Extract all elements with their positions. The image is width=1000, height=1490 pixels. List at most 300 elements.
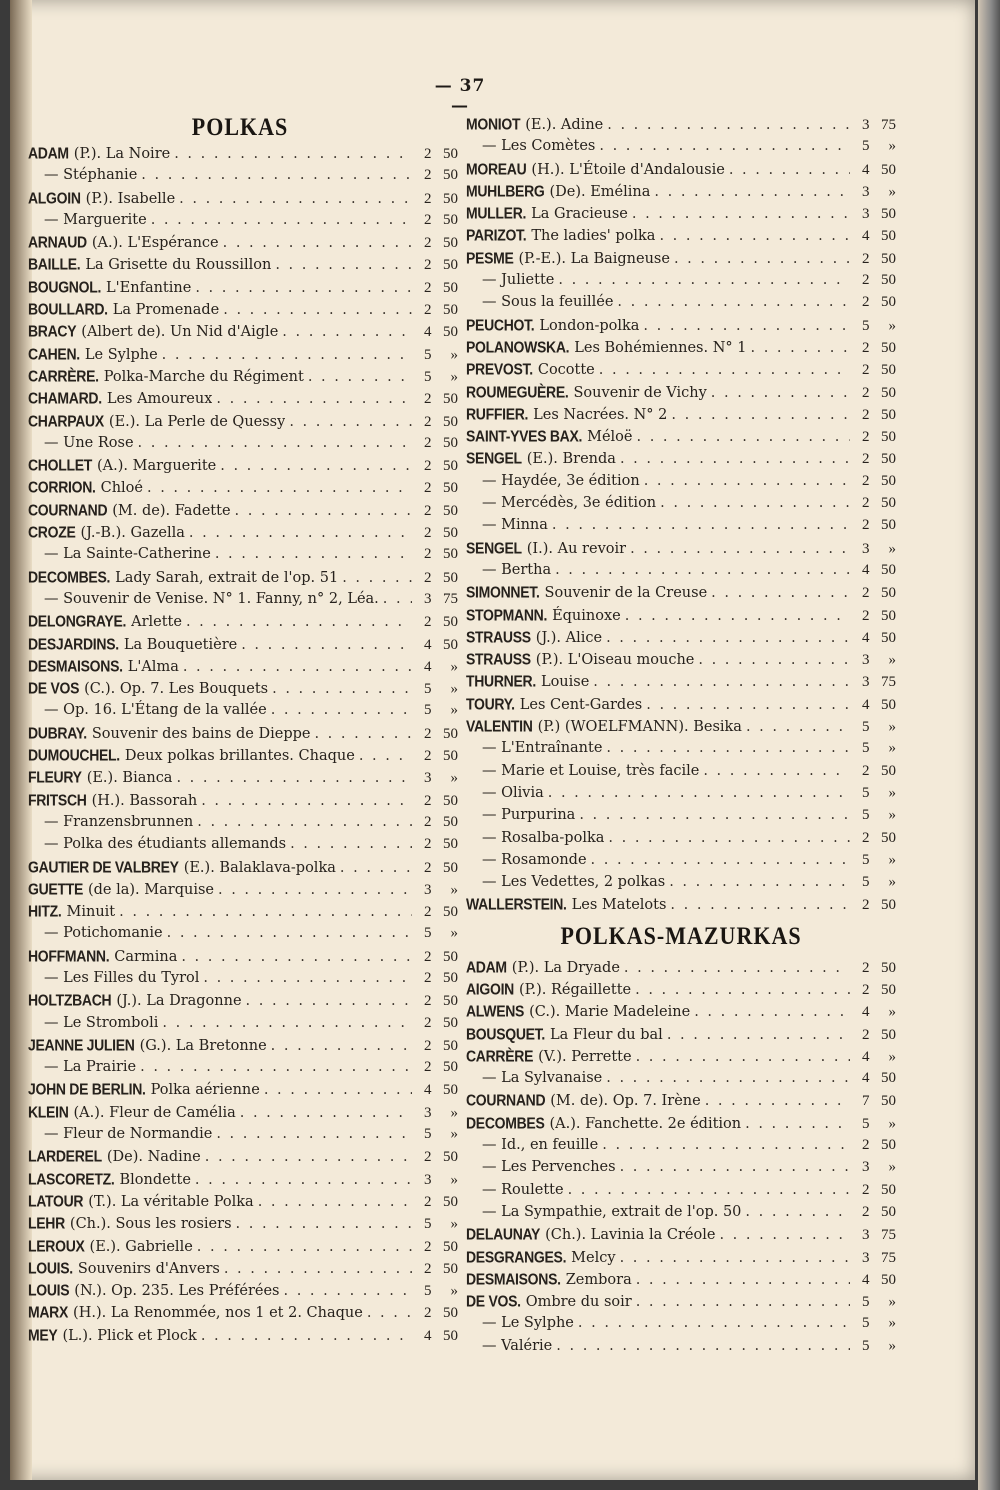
entry-title <box>466 1067 602 1089</box>
work-title: — Sous la feuillée <box>482 294 614 311</box>
price-centimes: » <box>888 138 896 155</box>
work-title: (P.) (WOELFMANN). Besika <box>537 719 742 736</box>
catalog-entry <box>466 1201 896 1223</box>
price <box>416 1236 458 1258</box>
composer-name: BOUGNOL. <box>28 277 102 296</box>
price-francs: 3 <box>862 206 870 223</box>
price <box>854 1024 896 1046</box>
price-francs: 5 <box>862 1315 870 1332</box>
catalog-entry <box>466 581 896 603</box>
catalog-entry <box>466 314 896 336</box>
price-centimes: » <box>450 368 458 385</box>
price-centimes: 50 <box>443 1037 458 1054</box>
price-centimes: 50 <box>443 391 458 408</box>
leader-dots <box>216 1123 412 1145</box>
price-francs: 2 <box>862 959 870 976</box>
price-francs: 2 <box>424 1014 432 1031</box>
composer-name: PREVOST. <box>466 360 533 379</box>
work-title: (P.). La Dryade <box>511 959 620 976</box>
work-title: Souvenir de Vichy <box>573 384 707 401</box>
composer-name: BAILLE. <box>28 255 81 274</box>
price-centimes: 75 <box>881 1249 896 1266</box>
catalog-entry <box>28 566 458 588</box>
leader-dots <box>147 477 412 499</box>
entry-title <box>28 922 163 944</box>
composer-name: MOREAU <box>466 159 527 178</box>
catalog-entry <box>466 978 896 1000</box>
price <box>416 879 458 901</box>
price-centimes: » <box>888 317 896 334</box>
entry-title <box>28 343 158 366</box>
work-title: Deux polkas brillantes. Chaque <box>124 748 355 765</box>
entry-title <box>466 403 667 426</box>
catalog-entry <box>466 648 896 670</box>
composer-name: DESMAISONS. <box>466 1269 561 1288</box>
price <box>854 248 896 270</box>
price-centimes: » <box>450 1216 458 1233</box>
work-title: Les Cent-Gardes <box>519 696 643 713</box>
price <box>854 159 896 181</box>
leader-dots <box>215 543 412 565</box>
composer-name: CARRÈRE <box>466 1046 534 1065</box>
price <box>416 321 458 343</box>
leader-dots <box>644 470 850 492</box>
catalog-entry <box>466 715 896 737</box>
page-number: — 37 — <box>434 76 486 116</box>
catalog-entry <box>28 1324 458 1346</box>
catalog-entry <box>466 559 896 581</box>
catalog-entry <box>28 1301 458 1323</box>
price <box>416 1079 458 1101</box>
entry-title <box>28 655 179 678</box>
price <box>416 366 458 388</box>
price-centimes: » <box>450 1104 458 1121</box>
catalog-entry <box>28 209 458 231</box>
price-centimes: » <box>888 1004 896 1021</box>
leader-dots <box>602 1134 850 1156</box>
work-title: Polka aérienne <box>150 1082 260 1099</box>
composer-name: DESGRANGES. <box>466 1247 567 1266</box>
catalog-entry <box>28 543 458 565</box>
leader-dots <box>289 411 412 433</box>
price-centimes: » <box>450 681 458 698</box>
price-francs: 2 <box>424 836 432 853</box>
composer-name: MARX <box>28 1303 69 1322</box>
composer-name: HITZ. <box>28 902 62 921</box>
work-title: — Rosamonde <box>482 851 587 868</box>
catalog-entry <box>466 1312 896 1334</box>
price-centimes: 50 <box>443 546 458 563</box>
work-title: Souvenirs d'Anvers <box>77 1260 220 1277</box>
entry-title <box>28 1257 220 1280</box>
work-title: La Bouquetière <box>123 636 238 653</box>
price-centimes: 50 <box>881 829 896 846</box>
price <box>854 382 896 404</box>
entry-title <box>28 1034 267 1057</box>
catalog-entry <box>28 588 458 610</box>
price-centimes: » <box>450 1126 458 1143</box>
price <box>854 649 896 671</box>
price-centimes: 50 <box>443 969 458 986</box>
work-title: (H.). La Renommée, nos 1 et 2. Chaque <box>73 1305 363 1322</box>
catalog-entry <box>28 1145 458 1167</box>
polkas-list <box>28 142 458 1346</box>
composer-name: POLANOWSKA. <box>466 337 570 356</box>
price-francs: 2 <box>424 904 432 921</box>
price <box>854 359 896 381</box>
composer-name: CAHEN. <box>28 344 80 363</box>
catalog-entry <box>28 276 458 298</box>
price-centimes: 50 <box>881 517 896 534</box>
work-title: (M. de). Op. 7. Irène <box>550 1093 701 1110</box>
leader-dots <box>224 1258 412 1280</box>
price-centimes: 50 <box>881 294 896 311</box>
price <box>416 411 458 433</box>
price-francs: 4 <box>424 324 432 341</box>
entry-title <box>28 187 175 210</box>
price <box>854 760 896 782</box>
work-title: Minuit <box>66 904 116 921</box>
price-francs: 2 <box>862 762 870 779</box>
price-centimes: » <box>888 784 896 801</box>
leader-dots <box>548 782 850 804</box>
entry-title <box>28 856 336 879</box>
price-francs: 5 <box>862 851 870 868</box>
price <box>416 543 458 565</box>
price-francs: 5 <box>424 1283 432 1300</box>
catalog-entry <box>28 789 458 811</box>
leader-dots <box>599 135 850 157</box>
polkas-heading: POLKAS <box>191 112 289 141</box>
entry-title <box>28 789 197 812</box>
entry-title <box>28 945 177 968</box>
work-title: — Haydée, 3e édition <box>482 472 640 489</box>
price <box>854 291 896 313</box>
entry-title <box>466 1112 741 1135</box>
composer-name: MULLER. <box>466 204 527 223</box>
composer-name: RUFFIER. <box>466 404 529 423</box>
price-francs: 5 <box>862 1115 870 1132</box>
price-centimes: 75 <box>881 117 896 133</box>
leader-dots <box>620 1247 850 1269</box>
price-francs: 2 <box>424 480 432 497</box>
price-francs: 5 <box>862 874 870 891</box>
price <box>854 1001 896 1023</box>
price <box>854 470 896 492</box>
price <box>416 678 458 700</box>
leader-dots <box>258 1191 412 1213</box>
catalog-entry <box>28 699 458 721</box>
price-centimes: 50 <box>443 1082 458 1099</box>
entry-title <box>28 1212 232 1235</box>
price <box>416 567 458 589</box>
catalog-entry <box>28 833 458 855</box>
price <box>416 1258 458 1280</box>
price-centimes: 50 <box>881 1093 896 1110</box>
price <box>416 1325 458 1347</box>
price <box>416 611 458 633</box>
composer-name: HOLTZBACH <box>28 991 112 1010</box>
entry-title <box>466 425 632 448</box>
price-centimes: 50 <box>881 362 896 379</box>
price-francs: 5 <box>424 346 432 363</box>
catalog-entry <box>466 604 896 626</box>
catalog-entry <box>28 164 458 186</box>
entry-title <box>466 514 548 536</box>
price-centimes: 50 <box>443 569 458 586</box>
price-centimes: 50 <box>443 904 458 921</box>
price <box>854 135 896 157</box>
catalog-entry <box>28 1034 458 1056</box>
price-francs: 2 <box>424 993 432 1010</box>
work-title: La Promenade <box>112 302 220 319</box>
work-title: (E.). Gabrielle <box>89 1238 193 1255</box>
price-centimes: 50 <box>881 561 896 578</box>
catalog-entry <box>466 269 896 291</box>
entry-title <box>466 1201 741 1223</box>
leader-dots <box>189 522 412 544</box>
entry-title <box>28 722 310 745</box>
price-centimes: 50 <box>881 1137 896 1154</box>
catalog-entry <box>466 1246 896 1268</box>
price-centimes: » <box>888 719 896 736</box>
catalog-entry <box>466 537 896 559</box>
price <box>854 1067 896 1089</box>
leader-dots <box>552 514 850 536</box>
composer-name: WALLERSTEIN. <box>466 895 567 914</box>
entry-title <box>28 1056 136 1078</box>
leader-dots <box>314 723 412 745</box>
catalog-entry <box>466 180 896 202</box>
catalog-entry <box>28 1012 458 1034</box>
leader-dots <box>179 188 412 210</box>
work-title: (P.). Régaillette <box>518 981 632 998</box>
entry-title <box>466 648 694 671</box>
work-title: — Id., en feuille <box>482 1137 599 1154</box>
catalog-entry <box>466 1223 896 1245</box>
work-title: Souvenir des bains de Dieppe <box>91 725 311 742</box>
leader-dots <box>671 404 850 426</box>
price-francs: 2 <box>862 451 870 468</box>
entry-title <box>28 365 304 388</box>
leader-dots <box>620 1156 850 1178</box>
work-title: — Fleur de Normandie <box>44 1126 213 1143</box>
work-title: Le Sylphe <box>84 346 158 363</box>
leader-dots <box>235 500 412 522</box>
leader-dots <box>674 248 850 270</box>
leader-dots <box>745 1201 850 1223</box>
price-francs: 2 <box>424 525 432 542</box>
price <box>416 767 458 789</box>
price-francs: 4 <box>862 696 870 713</box>
work-title: (H.). Bassorah <box>91 792 198 809</box>
catalog-entry <box>466 135 896 157</box>
price-francs: 5 <box>424 925 432 942</box>
catalog-entry <box>28 967 458 989</box>
entry-title <box>466 581 707 604</box>
price <box>854 716 896 738</box>
leader-dots <box>201 790 412 812</box>
price-centimes: » <box>888 851 896 868</box>
price <box>854 426 896 448</box>
composer-name: PARIZOT. <box>466 226 527 245</box>
composer-name: BRACY <box>28 322 77 341</box>
price-centimes: » <box>888 1115 896 1132</box>
entry-title <box>28 1123 212 1145</box>
work-title: L'Enfantine <box>106 279 192 296</box>
price <box>854 1090 896 1112</box>
composer-name: DELONGRAYE. <box>28 612 127 631</box>
leader-dots <box>290 833 412 855</box>
price-francs: 5 <box>862 317 870 334</box>
entry-title <box>466 1290 632 1313</box>
catalog-entry <box>466 626 896 648</box>
entry-title <box>28 1145 201 1168</box>
entry-title <box>466 871 665 893</box>
leader-dots <box>271 699 412 721</box>
price <box>854 849 896 871</box>
price-francs: 2 <box>424 948 432 965</box>
price-francs: 2 <box>424 167 432 184</box>
catalog-entry <box>466 470 896 492</box>
composer-name: LEHR <box>28 1214 65 1233</box>
composer-name: FRITSCH <box>28 790 87 809</box>
price-centimes: 50 <box>443 836 458 853</box>
price-francs: 2 <box>862 250 870 267</box>
catalog-entry <box>466 113 896 135</box>
work-title: (E.). La Perle de Quessy <box>108 413 286 430</box>
work-title: (de la). Marquise <box>87 881 214 898</box>
price-francs: 2 <box>862 272 870 289</box>
work-title: — Une Rose <box>44 434 134 451</box>
price-francs: 5 <box>862 807 870 824</box>
composer-name: STRAUSS <box>466 627 531 646</box>
entry-title <box>28 744 355 767</box>
price <box>854 1269 896 1291</box>
leader-dots <box>606 1067 850 1089</box>
leader-dots <box>246 990 412 1012</box>
composer-name: LOUIS <box>28 1281 70 1300</box>
leader-dots <box>578 1312 850 1334</box>
leader-dots <box>630 538 850 560</box>
work-title: (J.). Alice <box>535 629 603 646</box>
price-francs: 2 <box>424 235 432 252</box>
price <box>854 1224 896 1246</box>
leader-dots <box>218 879 412 901</box>
composer-name: LARDEREL <box>28 1147 102 1166</box>
catalog-entry <box>28 1078 458 1100</box>
leader-dots <box>342 567 412 589</box>
leader-dots <box>203 967 412 989</box>
work-title: Lady Sarah, extrait de l'op. 51 <box>115 569 339 586</box>
composer-name: LATOUR <box>28 1191 84 1210</box>
price-centimes: 50 <box>881 897 896 914</box>
catalog-entry <box>28 1123 458 1145</box>
work-title: — Mercédès, 3e édition <box>482 495 657 512</box>
work-title: Carmina <box>114 948 178 965</box>
work-title: — Bertha <box>482 561 552 578</box>
leader-dots <box>282 321 412 343</box>
price <box>854 181 896 203</box>
work-title: Les Bohémiennes. N° 1 <box>574 339 747 356</box>
composer-name: MONIOT <box>466 115 521 133</box>
entry-title <box>28 989 242 1012</box>
work-title: Les Nacrées. N° 2 <box>533 406 668 423</box>
leader-dots <box>556 1335 850 1357</box>
price-francs: 2 <box>862 406 870 423</box>
price-francs: 2 <box>424 1193 432 1210</box>
leader-dots <box>220 455 412 477</box>
price-centimes: » <box>888 874 896 891</box>
price <box>416 1056 458 1078</box>
entry-title <box>28 1279 279 1302</box>
work-title: Cocotte <box>537 362 595 379</box>
catalog-entry <box>28 1235 458 1257</box>
catalog-entry <box>28 989 458 1011</box>
entry-title <box>466 1156 616 1178</box>
price-francs: 4 <box>862 1271 870 1288</box>
price-francs: 2 <box>424 458 432 475</box>
price <box>416 500 458 522</box>
leader-dots <box>643 315 850 337</box>
price-centimes: 50 <box>443 146 458 162</box>
catalog-entry <box>466 1023 896 1045</box>
price-francs: 2 <box>862 1181 870 1198</box>
work-title: (E.). Brenda <box>526 451 616 468</box>
price-centimes: 50 <box>443 257 458 274</box>
price <box>416 656 458 678</box>
price-francs: 2 <box>862 1203 870 1220</box>
price-francs: 4 <box>424 1082 432 1099</box>
price-centimes: 50 <box>881 1181 896 1198</box>
work-title: (M. de). Fadette <box>112 502 231 519</box>
price-centimes: 50 <box>443 1238 458 1255</box>
work-title: — Les Comètes <box>482 138 596 155</box>
work-title: — Franzensbrunnen <box>44 813 194 830</box>
price-francs: 2 <box>424 1037 432 1054</box>
price-francs: 2 <box>424 792 432 809</box>
price-francs: 2 <box>424 302 432 319</box>
composer-name: CHOLLET <box>28 456 93 475</box>
price-francs: 4 <box>424 658 432 675</box>
leader-dots <box>141 164 412 186</box>
price <box>416 901 458 923</box>
composer-name: DUBRAY. <box>28 723 87 742</box>
leader-dots <box>174 143 412 165</box>
catalog-entry <box>28 811 458 833</box>
entry-title <box>28 499 231 522</box>
entry-title <box>466 978 631 1001</box>
price <box>416 745 458 767</box>
price <box>416 811 458 833</box>
entry-title <box>28 454 216 477</box>
price-francs: 5 <box>862 719 870 736</box>
price-centimes: 50 <box>443 1014 458 1031</box>
work-title: (G.). La Bretonne <box>139 1037 267 1054</box>
price <box>416 1302 458 1324</box>
price-francs: 2 <box>424 257 432 274</box>
catalog-entry <box>28 1190 458 1212</box>
price-francs: 2 <box>424 546 432 563</box>
catalog-entry <box>466 804 896 826</box>
composer-name: LASCORETZ. <box>28 1169 115 1188</box>
leader-dots <box>195 1169 412 1191</box>
entry-title <box>28 276 191 299</box>
price-francs: 2 <box>862 362 870 379</box>
price-centimes: 50 <box>443 1059 458 1076</box>
composer-name: KLEIN <box>28 1102 69 1121</box>
price-francs: 5 <box>424 1216 432 1233</box>
